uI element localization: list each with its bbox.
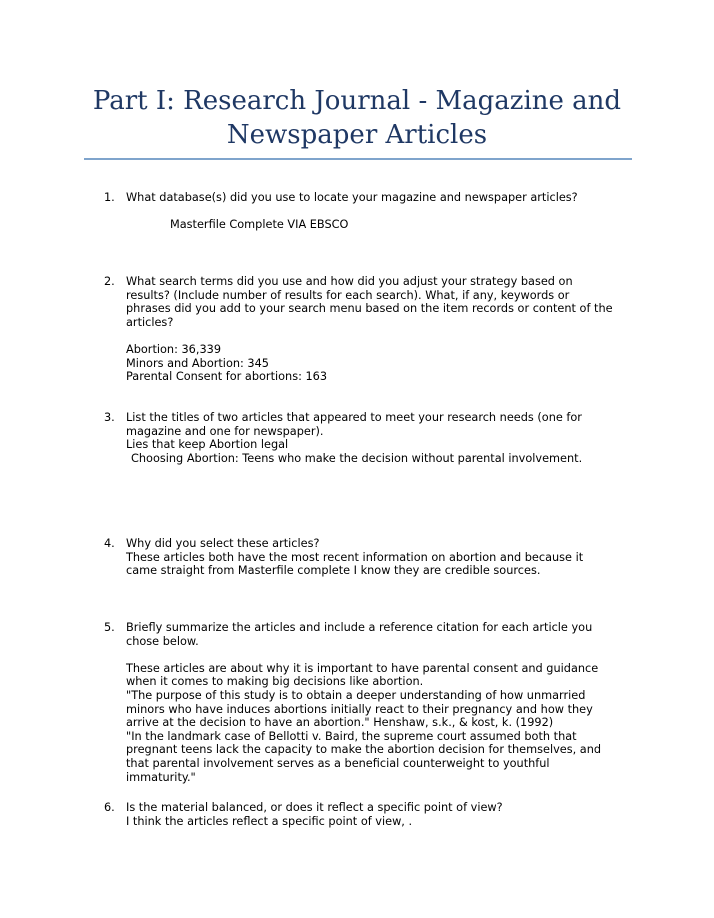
question-answer: when it comes to making big decisions like abortion. bbox=[126, 675, 424, 689]
title-line-1: Part I: Research Journal - Magazine and bbox=[92, 86, 622, 116]
question-prompt: chose below. bbox=[126, 634, 199, 648]
question-answer: that parental involvement serves as a beneficial counterweight to youthful bbox=[126, 756, 550, 770]
question-answer: I think the articles reflect a specific point of view, . bbox=[126, 814, 413, 828]
question-answer: These articles are about why it is important to have parental consent and guidance bbox=[126, 661, 599, 675]
question-answer: Masterfile Complete VIA EBSCO bbox=[170, 218, 349, 232]
question-prompt: List the titles of two articles that appeared to meet your research needs (one for bbox=[126, 411, 582, 424]
question-number: 2. bbox=[104, 275, 115, 288]
question-answer: Parental Consent for abortions: 163 bbox=[126, 370, 328, 384]
question-prompt: phrases did you add to your search menu based on the item records or content of the bbox=[126, 302, 613, 316]
question-number: 4. bbox=[104, 537, 115, 550]
question-answer: immaturity." bbox=[126, 770, 196, 784]
page-title bbox=[84, 84, 630, 152]
question-prompt: results? (Include number of results for each search). What, if any, keywords or bbox=[126, 288, 570, 302]
question-prompt: magazine and one for newspaper). bbox=[126, 424, 324, 438]
question-answer: These articles both have the most recent information on abortion and because it bbox=[126, 550, 584, 564]
question-answer: Minors and Abortion: 345 bbox=[126, 356, 269, 370]
question-prompt: Is the material balanced, or does it reflect a specific point of view? bbox=[126, 801, 503, 814]
question-prompt: What database(s) did you use to locate your magazine and newspaper articles? bbox=[126, 191, 578, 204]
question-answer: Abortion: 36,339 bbox=[126, 342, 222, 356]
question-answer: pregnant teens lack the capacity to make the abortion decision for themselves, and bbox=[126, 743, 602, 757]
title-underline bbox=[84, 158, 632, 160]
question-number: 5. bbox=[104, 621, 115, 634]
question-prompt: articles? bbox=[126, 315, 174, 329]
question-answer: "The purpose of this study is to obtain a deeper understanding of how unmarried bbox=[126, 688, 586, 702]
title-line-2: Newspaper Articles bbox=[226, 120, 488, 150]
question-number: 6. bbox=[104, 801, 115, 814]
question-number: 1. bbox=[104, 191, 115, 204]
question-answer: Choosing Abortion: Teens who make the decision without parental involvement. bbox=[131, 451, 583, 465]
question-answer: minors who have induces abortions initially react to their pregnancy and how they bbox=[126, 702, 593, 716]
question-prompt: Briefly summarize the articles and include a reference citation for each article you bbox=[126, 621, 593, 634]
question-answer: arrive at the decision to have an abortion." Henshaw, s.k., & kost, k. (1992) bbox=[126, 716, 554, 730]
question-answer: Lies that keep Abortion legal bbox=[126, 438, 289, 452]
question-answer: "In the landmark case of Bellotti v. Baird, the supreme court assumed both that bbox=[126, 729, 577, 743]
question-number: 3. bbox=[104, 411, 115, 424]
question-answer: came straight from Masterfile complete I know they are credible sources. bbox=[126, 564, 541, 578]
question-prompt: What search terms did you use and how did you adjust your strategy based on bbox=[126, 275, 573, 288]
question-prompt: Why did you select these articles? bbox=[126, 537, 320, 550]
